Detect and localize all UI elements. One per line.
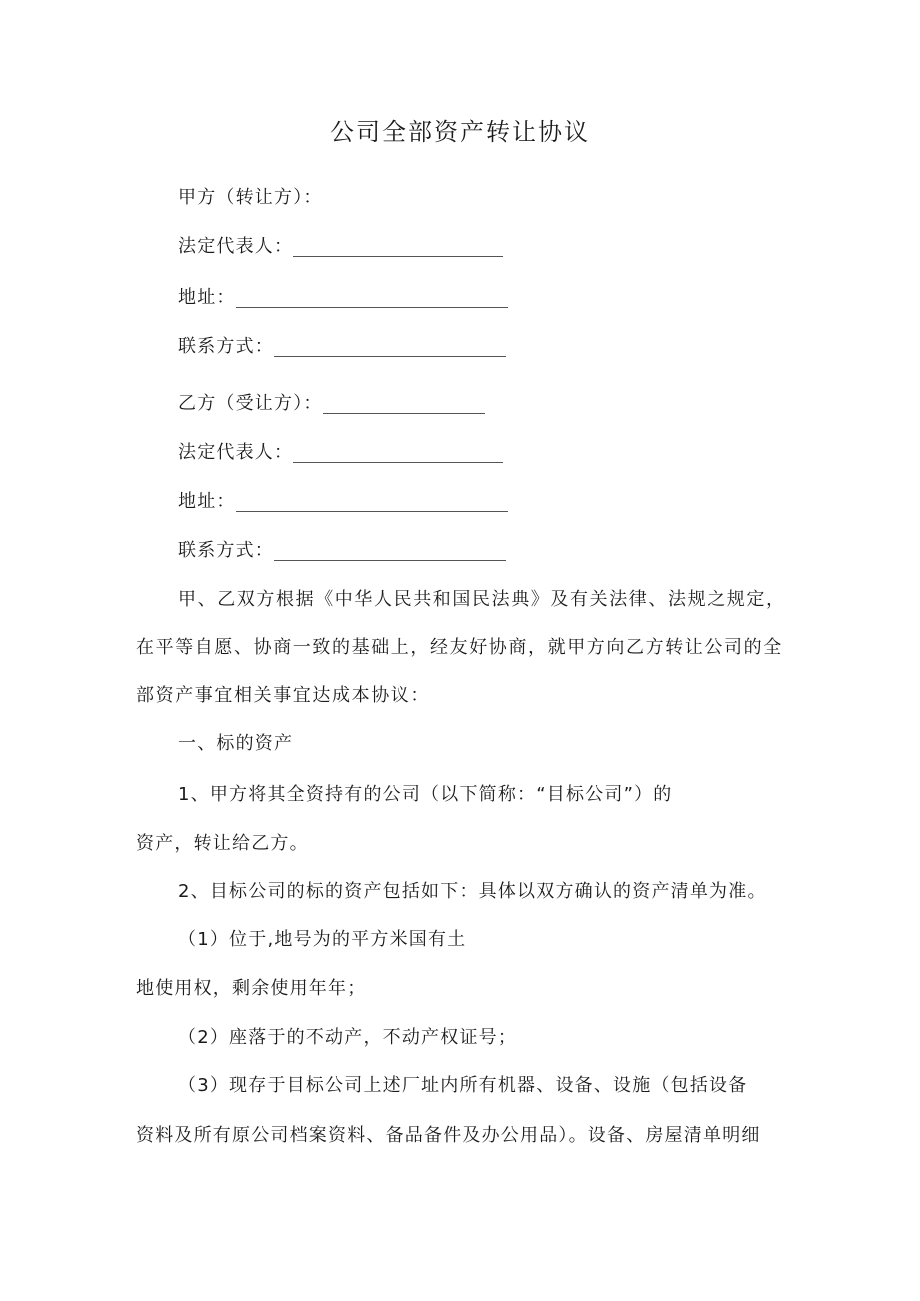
party-a-contact-row <box>178 335 506 359</box>
party-a-address-label: 地址： <box>178 287 236 308</box>
clause-2: 2、目标公司的标的资产包括如下：具体以双方确认的资产清单为准。 <box>178 881 767 902</box>
party-a-address-row <box>178 286 508 310</box>
party-b-contact-row <box>178 539 506 563</box>
preamble-paragraph: 甲、乙双方根据《中华人民共和国民法典》及有关法律、法规之规定，在平等自愿、协商一致的基础上，经友好协商，就甲方向乙方转让公司的全部资产事宜相关事宜达成本协议： <box>136 589 786 706</box>
item-1-line-2: 地使用权，剩余使用年年； <box>136 978 367 999</box>
item-2: （2）座落于的不动产，不动产权证号； <box>178 1027 518 1048</box>
clause-1-line-1: 1、甲方将其全资持有的公司（以下简称：“目标公司”）的 <box>178 784 673 805</box>
document-title: 公司全部资产转让协议 <box>330 118 590 146</box>
party-a-heading: 甲方（转让方）： <box>178 187 323 208</box>
party-b-address-label: 地址： <box>178 491 236 512</box>
party-b-contact-blank <box>274 542 506 561</box>
item-1-line-1: （1）位于,地号为的平方米国有土 <box>178 929 467 950</box>
party-b-name-blank <box>323 395 485 414</box>
party-a-contact-blank <box>274 338 506 357</box>
party-b-rep-label: 法定代表人： <box>178 442 294 463</box>
party-b-rep-row <box>178 441 503 465</box>
party-a-contact-label: 联系方式： <box>178 336 274 357</box>
party-b-heading: 乙方（受让方）： <box>178 393 323 414</box>
party-b-address-row <box>178 490 508 514</box>
party-a-address-blank <box>236 289 508 308</box>
party-a-rep-label: 法定代表人： <box>178 236 294 257</box>
item-3-line-1: （3）现存于目标公司上述厂址内所有机器、设备、设施（包括设备 <box>178 1075 748 1096</box>
clause-1-line-2: 资产，转让给乙方。 <box>136 833 309 854</box>
item-3-line-2: 资料及所有原公司档案资料、备品备件及办公用品）。设备、房屋清单明细 <box>136 1125 761 1146</box>
section-1-heading: 一、标的资产 <box>178 733 294 754</box>
party-a-rep-blank <box>293 238 503 257</box>
party-a-rep-row <box>178 235 503 259</box>
party-b-address-blank <box>236 493 508 512</box>
party-b-heading-row <box>178 392 485 416</box>
party-b-rep-blank <box>293 444 503 463</box>
party-b-contact-label: 联系方式： <box>178 540 274 561</box>
